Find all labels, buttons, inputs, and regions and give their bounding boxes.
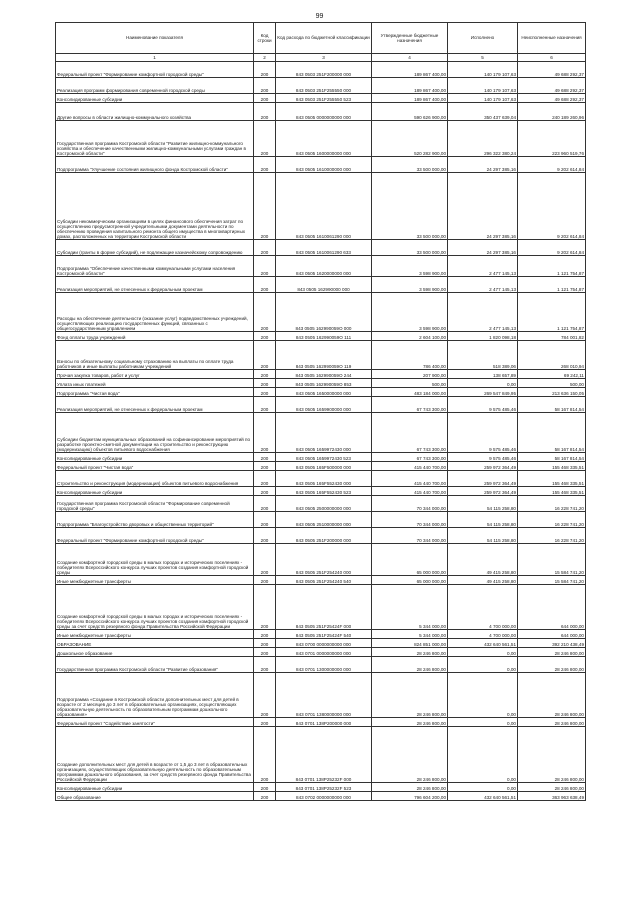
table-row bbox=[56, 379, 586, 388]
row-budget-code: 843 0505 251F254240 000 bbox=[276, 544, 372, 576]
header-executed: Исполнено bbox=[448, 23, 518, 54]
row-line-code: 200 bbox=[254, 657, 276, 673]
row-approved-amount: 28 246 800,00 bbox=[372, 783, 448, 792]
table-row bbox=[56, 727, 586, 783]
row-indicator-name: Субсидии (гранты в форме субсидий), не подлежащие казначейскому сопровождению bbox=[56, 240, 254, 256]
table-row bbox=[56, 173, 586, 240]
table-row bbox=[56, 397, 586, 413]
row-line-code: 200 bbox=[254, 78, 276, 94]
row-indicator-name: Федеральный проект "Формирование комфортной городской среды" bbox=[56, 528, 254, 544]
table-row bbox=[56, 370, 586, 379]
row-remaining-amount: 58 167 814,54 bbox=[518, 397, 586, 413]
row-line-code: 200 bbox=[254, 783, 276, 792]
row-approved-amount: 3 598 900,00 bbox=[372, 256, 448, 277]
row-remaining-amount: 500,00 bbox=[518, 379, 586, 388]
row-budget-code: 843 0505 2510000000 000 bbox=[276, 512, 372, 528]
table-row bbox=[56, 792, 586, 801]
row-budget-code: 843 0505 162990059О 111 bbox=[276, 332, 372, 341]
row-line-code: 200 bbox=[254, 630, 276, 639]
row-remaining-amount: 15 584 741,20 bbox=[518, 544, 586, 576]
column-index-cell: 2 bbox=[254, 54, 276, 62]
row-indicator-name: Подпрограмма "Чистая вода" bbox=[56, 388, 254, 397]
row-remaining-amount: 1 121 754,87 bbox=[518, 277, 586, 293]
row-indicator-name: Создание дополнительных мест для детей в возрасте от 1,5 до 3 лет в образовательных организациях, осуществляющих образовательную деятельность по образовательным программам дошкольного образования, за счет средств резервного фонда Правительства Российской Федерации bbox=[56, 727, 254, 783]
row-indicator-name: Реализация программ формирования современной городской среды bbox=[56, 78, 254, 94]
table-row bbox=[56, 332, 586, 341]
table-row bbox=[56, 673, 586, 718]
row-approved-amount: 3 598 900,00 bbox=[372, 277, 448, 293]
row-indicator-name: Взносы по обязательному социальному страхованию на выплаты по оплате труда работников и иные выплаты работникам учреждений bbox=[56, 341, 254, 370]
row-indicator-name: Государственная программа Костромской области "Развитие жилищно-коммунального хозяйства и обеспечение качественными жилищно-коммунальными услугами граждан в Костромской области" bbox=[56, 121, 254, 157]
table-row bbox=[56, 639, 586, 648]
row-budget-code: 843 0702 0000000000 000 bbox=[276, 792, 372, 801]
header-approved: Утвержденные бюджетные назначения bbox=[372, 23, 448, 54]
table-row bbox=[56, 576, 586, 585]
table-row bbox=[56, 718, 586, 727]
row-approved-amount: 5 344 000,00 bbox=[372, 585, 448, 630]
row-indicator-name: Федеральный проект "Формирование комфортной городской среды" bbox=[56, 62, 254, 78]
row-line-code: 200 bbox=[254, 727, 276, 783]
row-budget-code: 843 0505 1659900000 000 bbox=[276, 397, 372, 413]
row-remaining-amount: 49 688 292,37 bbox=[518, 78, 586, 94]
row-approved-amount: 65 000 000,00 bbox=[372, 544, 448, 576]
row-budget-code: 843 0505 165F552430 523 bbox=[276, 487, 372, 496]
table-row bbox=[56, 62, 586, 78]
row-line-code: 200 bbox=[254, 397, 276, 413]
row-executed-amount: 2 477 145,13 bbox=[448, 256, 518, 277]
row-executed-amount: 432 640 561,51 bbox=[448, 639, 518, 648]
row-approved-amount: 189 867 400,00 bbox=[372, 62, 448, 78]
row-executed-amount: 140 179 107,63 bbox=[448, 78, 518, 94]
row-budget-code: 843 0503 251F255550 523 bbox=[276, 94, 372, 103]
row-approved-amount: 500,00 bbox=[372, 379, 448, 388]
row-indicator-name: Федеральный проект "Чистая вода" bbox=[56, 462, 254, 471]
row-line-code: 200 bbox=[254, 639, 276, 648]
row-budget-code: 843 0505 251F254240 540 bbox=[276, 576, 372, 585]
row-line-code: 200 bbox=[254, 277, 276, 293]
row-line-code: 200 bbox=[254, 544, 276, 576]
row-line-code: 200 bbox=[254, 585, 276, 630]
row-line-code: 200 bbox=[254, 121, 276, 157]
table-body bbox=[56, 62, 586, 801]
row-line-code: 200 bbox=[254, 240, 276, 256]
row-line-code: 200 bbox=[254, 157, 276, 173]
table-row bbox=[56, 783, 586, 792]
row-remaining-amount: 28 246 800,00 bbox=[518, 727, 586, 783]
row-budget-code: 843 0505 162990059О 000 bbox=[276, 293, 372, 332]
page-number: 99 bbox=[315, 13, 324, 20]
row-executed-amount: 518 389,06 bbox=[448, 341, 518, 370]
row-line-code: 200 bbox=[254, 103, 276, 121]
row-remaining-amount: 155 468 335,51 bbox=[518, 471, 586, 487]
table-row bbox=[56, 341, 586, 370]
row-approved-amount: 33 500 000,00 bbox=[372, 240, 448, 256]
row-remaining-amount: 28 246 800,00 bbox=[518, 673, 586, 718]
row-line-code: 200 bbox=[254, 487, 276, 496]
table-row bbox=[56, 585, 586, 630]
row-line-code: 200 bbox=[254, 94, 276, 103]
row-indicator-name: Консолидированные субсидии bbox=[56, 94, 254, 103]
row-line-code: 200 bbox=[254, 388, 276, 397]
row-line-code: 200 bbox=[254, 496, 276, 512]
row-approved-amount: 33 500 000,00 bbox=[372, 157, 448, 173]
row-indicator-name: Субсидии некоммерческим организациям в целях финансового обеспечения затрат по осуществлению предусмотренной учредительными документами деятельности по обеспечению проведения капитального ремонта общего имущества в многоквартирных домах, расположенных на территории Костромской области bbox=[56, 173, 254, 240]
row-budget-code: 843 0701 1300000000 000 bbox=[276, 657, 372, 673]
row-line-code: 200 bbox=[254, 293, 276, 332]
row-executed-amount: 4 700 000,00 bbox=[448, 630, 518, 639]
row-line-code: 200 bbox=[254, 379, 276, 388]
row-indicator-name: Подпрограмма "Благоустройство дворовых и общественных территорий" bbox=[56, 512, 254, 528]
row-remaining-amount: 15 584 741,20 bbox=[518, 576, 586, 585]
row-remaining-amount: 28 246 800,00 bbox=[518, 718, 586, 727]
table-row bbox=[56, 388, 586, 397]
row-budget-code: 843 0505 251F25424F 000 bbox=[276, 585, 372, 630]
row-approved-amount: 67 743 300,00 bbox=[372, 453, 448, 462]
row-approved-amount: 28 246 800,00 bbox=[372, 673, 448, 718]
row-budget-code: 843 0505 1659972430 000 bbox=[276, 413, 372, 453]
row-budget-code: 843 0505 1659972430 523 bbox=[276, 453, 372, 462]
row-budget-code: 843 0505 1610061290 000 bbox=[276, 173, 372, 240]
row-line-code: 200 bbox=[254, 648, 276, 657]
table-row bbox=[56, 256, 586, 277]
table-row bbox=[56, 78, 586, 94]
row-executed-amount: 24 297 385,16 bbox=[448, 240, 518, 256]
table-row bbox=[56, 648, 586, 657]
row-remaining-amount: 268 010,94 bbox=[518, 341, 586, 370]
row-approved-amount: 5 344 000,00 bbox=[372, 630, 448, 639]
row-remaining-amount: 58 167 814,54 bbox=[518, 453, 586, 462]
row-budget-code: 843 0505 251F25424F 540 bbox=[276, 630, 372, 639]
row-approved-amount: 28 246 800,00 bbox=[372, 718, 448, 727]
row-budget-code: 843 0505 165F552430 000 bbox=[276, 471, 372, 487]
row-budget-code: 843 0503 251F200000 000 bbox=[276, 62, 372, 78]
row-indicator-name: Государственная программа Костромской области "Развитие образования" bbox=[56, 657, 254, 673]
column-index-row bbox=[56, 54, 586, 62]
row-indicator-name: Фонд оплаты труда учреждений bbox=[56, 332, 254, 341]
table-row bbox=[56, 94, 586, 103]
row-line-code: 200 bbox=[254, 173, 276, 240]
row-approved-amount: 28 246 800,00 bbox=[372, 727, 448, 783]
row-executed-amount: 0,00 bbox=[448, 727, 518, 783]
row-remaining-amount: 49 688 292,37 bbox=[518, 94, 586, 103]
table-row bbox=[56, 293, 586, 332]
row-approved-amount: 28 246 800,00 bbox=[372, 648, 448, 657]
row-remaining-amount: 644 000,00 bbox=[518, 630, 586, 639]
row-approved-amount: 824 851 000,00 bbox=[372, 639, 448, 648]
row-remaining-amount: 363 963 638,49 bbox=[518, 792, 586, 801]
row-remaining-amount: 16 228 741,20 bbox=[518, 496, 586, 512]
column-index-cell: 6 bbox=[518, 54, 586, 62]
row-line-code: 200 bbox=[254, 471, 276, 487]
table-row bbox=[56, 630, 586, 639]
row-approved-amount: 520 282 900,00 bbox=[372, 121, 448, 157]
row-approved-amount: 33 500 000,00 bbox=[372, 173, 448, 240]
row-remaining-amount: 392 210 438,49 bbox=[518, 639, 586, 648]
row-approved-amount: 786 400,00 bbox=[372, 341, 448, 370]
row-indicator-name: Подпрограмма «Создание в Костромской области дополнительных мест для детей в возрасте от 2 месяцев до 3 лет в образовательных организациях, осуществляющих образовательную деятельность по образовательным программам дошкольного образования» bbox=[56, 673, 254, 718]
row-line-code: 200 bbox=[254, 332, 276, 341]
row-indicator-name: Уплата иных платежей bbox=[56, 379, 254, 388]
row-budget-code: 843 0505 162990059О 853 bbox=[276, 379, 372, 388]
header-line-code: Код строки bbox=[254, 23, 276, 54]
row-remaining-amount: 9 202 614,84 bbox=[518, 240, 586, 256]
row-remaining-amount: 28 246 800,00 bbox=[518, 657, 586, 673]
table-row bbox=[56, 462, 586, 471]
row-approved-amount: 65 000 000,00 bbox=[372, 576, 448, 585]
row-indicator-name: Иные межбюджетные трансферты bbox=[56, 576, 254, 585]
row-executed-amount: 259 972 364,49 bbox=[448, 487, 518, 496]
row-budget-code: 843 0505 1650000000 000 bbox=[276, 388, 372, 397]
column-index-cell: 4 bbox=[372, 54, 448, 62]
row-approved-amount: 28 246 800,00 bbox=[372, 657, 448, 673]
row-remaining-amount: 16 228 741,20 bbox=[518, 512, 586, 528]
row-executed-amount: 2 477 145,13 bbox=[448, 277, 518, 293]
row-executed-amount: 24 297 385,16 bbox=[448, 157, 518, 173]
row-executed-amount: 259 972 364,49 bbox=[448, 471, 518, 487]
row-indicator-name: Реализация мероприятий, не отнесенных к федеральным проектам bbox=[56, 397, 254, 413]
row-executed-amount: 269 547 849,95 bbox=[448, 388, 518, 397]
row-indicator-name: Консолидированные субсидии bbox=[56, 453, 254, 462]
row-executed-amount: 9 575 485,46 bbox=[448, 397, 518, 413]
row-budget-code: 843 0701 138P200000 000 bbox=[276, 718, 372, 727]
row-budget-code: 843 0505 162990059О 244 bbox=[276, 370, 372, 379]
row-line-code: 200 bbox=[254, 528, 276, 544]
row-executed-amount: 0,00 bbox=[448, 673, 518, 718]
row-line-code: 200 bbox=[254, 256, 276, 277]
row-budget-code: 843 0505 162990000 000 bbox=[276, 277, 372, 293]
table-row bbox=[56, 413, 586, 453]
row-line-code: 200 bbox=[254, 413, 276, 453]
row-indicator-name: Создание комфортной городской среды в малых городах и исторических поселениях - победителях Всероссийского конкурса лучших проектов создания комфортной городской среды bbox=[56, 544, 254, 576]
row-approved-amount: 67 743 300,00 bbox=[372, 397, 448, 413]
row-line-code: 200 bbox=[254, 792, 276, 801]
row-indicator-name: Дошкольное образование bbox=[56, 648, 254, 657]
table-row bbox=[56, 512, 586, 528]
row-remaining-amount: 1 121 754,87 bbox=[518, 256, 586, 277]
table-row bbox=[56, 471, 586, 487]
row-executed-amount: 49 415 258,80 bbox=[448, 544, 518, 576]
row-indicator-name: Подпрограмма "Обеспечение качественными коммунальными услугами населения Костромской области" bbox=[56, 256, 254, 277]
budget-execution-table bbox=[55, 22, 586, 801]
row-budget-code: 843 0701 138P25232F 000 bbox=[276, 727, 372, 783]
row-budget-code: 843 0701 0000000000 000 bbox=[276, 648, 372, 657]
row-budget-code: 843 0505 1610000000 000 bbox=[276, 157, 372, 173]
row-budget-code: 843 0505 1620000000 000 bbox=[276, 256, 372, 277]
header-budget-code: Код расхода по бюджетной классификации bbox=[276, 23, 372, 54]
row-line-code: 200 bbox=[254, 453, 276, 462]
row-approved-amount: 3 598 900,00 bbox=[372, 293, 448, 332]
row-approved-amount: 2 604 100,00 bbox=[372, 332, 448, 341]
row-approved-amount: 796 604 200,00 bbox=[372, 792, 448, 801]
table-row bbox=[56, 103, 586, 121]
row-remaining-amount: 644 000,00 bbox=[518, 585, 586, 630]
row-remaining-amount: 9 202 614,84 bbox=[518, 173, 586, 240]
row-line-code: 200 bbox=[254, 462, 276, 471]
row-executed-amount: 0,00 bbox=[448, 718, 518, 727]
row-budget-code: 843 0503 251F255550 000 bbox=[276, 78, 372, 94]
row-approved-amount: 483 184 000,00 bbox=[372, 388, 448, 397]
row-approved-amount: 590 626 900,00 bbox=[372, 103, 448, 121]
row-indicator-name: Субсидии бюджетам муниципальных образований на софинансирование мероприятий по разработке проектно-сметной документации на строительство и реконструкцию (модернизацию) объектов питьевого водоснабжения bbox=[56, 413, 254, 453]
row-remaining-amount: 16 228 741,20 bbox=[518, 528, 586, 544]
table-row bbox=[56, 157, 586, 173]
row-line-code: 200 bbox=[254, 62, 276, 78]
table-row bbox=[56, 544, 586, 576]
row-line-code: 200 bbox=[254, 718, 276, 727]
row-approved-amount: 70 344 000,00 bbox=[372, 496, 448, 512]
row-executed-amount: 259 972 364,49 bbox=[448, 462, 518, 471]
row-remaining-amount: 58 167 814,54 bbox=[518, 413, 586, 453]
row-indicator-name: Консолидированные субсидии bbox=[56, 487, 254, 496]
row-executed-amount: 0,00 bbox=[448, 657, 518, 673]
header-indicator-name: Наименование показателя bbox=[56, 23, 254, 54]
row-remaining-amount: 69 242,11 bbox=[518, 370, 586, 379]
row-executed-amount: 0,00 bbox=[448, 379, 518, 388]
row-remaining-amount: 49 688 292,37 bbox=[518, 62, 586, 78]
row-indicator-name: Строительство и реконструкция (модернизация) объектов питьевого водоснабжения bbox=[56, 471, 254, 487]
row-approved-amount: 189 867 400,00 bbox=[372, 94, 448, 103]
row-indicator-name: Другие вопросы в области жилищно-коммунального хозяйства bbox=[56, 103, 254, 121]
row-budget-code: 843 0505 165F500000 000 bbox=[276, 462, 372, 471]
row-budget-code: 843 0505 2500000000 000 bbox=[276, 496, 372, 512]
row-executed-amount: 54 115 258,80 bbox=[448, 528, 518, 544]
row-remaining-amount: 155 468 335,51 bbox=[518, 462, 586, 471]
row-approved-amount: 415 440 700,00 bbox=[372, 487, 448, 496]
table-row bbox=[56, 453, 586, 462]
row-approved-amount: 415 440 700,00 bbox=[372, 462, 448, 471]
table-row bbox=[56, 240, 586, 256]
table-row bbox=[56, 528, 586, 544]
row-budget-code: 843 0505 1610061290 633 bbox=[276, 240, 372, 256]
header-remaining: Неисполненные назначения bbox=[518, 23, 586, 54]
row-indicator-name: Иные межбюджетные трансферты bbox=[56, 630, 254, 639]
row-approved-amount: 70 344 000,00 bbox=[372, 528, 448, 544]
row-executed-amount: 296 322 380,24 bbox=[448, 121, 518, 157]
row-indicator-name: Расходы на обеспечение деятельности (оказание услуг) подведомственных учреждений, осуществляющих реализацию государственных функций, связанных с общегосударственным управлением bbox=[56, 293, 254, 332]
row-executed-amount: 138 657,89 bbox=[448, 370, 518, 379]
column-index-cell: 1 bbox=[56, 54, 254, 62]
table-row bbox=[56, 277, 586, 293]
row-line-code: 200 bbox=[254, 341, 276, 370]
row-executed-amount: 140 179 107,63 bbox=[448, 94, 518, 103]
row-approved-amount: 70 344 000,00 bbox=[372, 512, 448, 528]
row-budget-code: 843 0701 1380000000 000 bbox=[276, 673, 372, 718]
table-row bbox=[56, 657, 586, 673]
row-line-code: 200 bbox=[254, 576, 276, 585]
row-budget-code: 843 0505 251F200000 000 bbox=[276, 528, 372, 544]
row-executed-amount: 49 415 258,80 bbox=[448, 576, 518, 585]
row-approved-amount: 67 743 300,00 bbox=[372, 413, 448, 453]
row-executed-amount: 0,00 bbox=[448, 783, 518, 792]
row-remaining-amount: 223 960 519,76 bbox=[518, 121, 586, 157]
table-header-row bbox=[56, 23, 586, 54]
row-indicator-name: Прочая закупка товаров, работ и услуг bbox=[56, 370, 254, 379]
row-executed-amount: 432 640 561,51 bbox=[448, 792, 518, 801]
row-executed-amount: 350 437 639,04 bbox=[448, 103, 518, 121]
row-remaining-amount: 9 202 614,84 bbox=[518, 157, 586, 173]
row-executed-amount: 9 575 485,46 bbox=[448, 453, 518, 462]
row-budget-code: 843 0701 138P25232F 523 bbox=[276, 783, 372, 792]
row-approved-amount: 189 867 400,00 bbox=[372, 78, 448, 94]
row-executed-amount: 4 700 000,00 bbox=[448, 585, 518, 630]
row-executed-amount: 0,00 bbox=[448, 648, 518, 657]
row-indicator-name: Консолидированные субсидии bbox=[56, 783, 254, 792]
row-approved-amount: 207 900,00 bbox=[372, 370, 448, 379]
row-remaining-amount: 28 246 800,00 bbox=[518, 648, 586, 657]
row-remaining-amount: 213 636 150,05 bbox=[518, 388, 586, 397]
row-budget-code: 843 0505 1600000000 000 bbox=[276, 121, 372, 157]
table-row bbox=[56, 487, 586, 496]
column-index-cell: 5 bbox=[448, 54, 518, 62]
row-indicator-name: Общее образование bbox=[56, 792, 254, 801]
row-executed-amount: 140 179 107,63 bbox=[448, 62, 518, 78]
row-budget-code: 843 0505 0000000000 000 bbox=[276, 103, 372, 121]
row-remaining-amount: 784 001,82 bbox=[518, 332, 586, 341]
row-budget-code: 843 0505 162990059О 119 bbox=[276, 341, 372, 370]
table-row bbox=[56, 121, 586, 157]
row-indicator-name: Подпрограмма "Улучшение состояния жилищного фонда Костромской области" bbox=[56, 157, 254, 173]
row-remaining-amount: 155 468 335,51 bbox=[518, 487, 586, 496]
column-index-cell: 3 bbox=[276, 54, 372, 62]
row-indicator-name: Государственная программа Костромской области "Формирование современной городской среды" bbox=[56, 496, 254, 512]
row-indicator-name: Реализация мероприятий, не отнесенных к федеральным проектам bbox=[56, 277, 254, 293]
row-approved-amount: 415 440 700,00 bbox=[372, 471, 448, 487]
row-indicator-name: Федеральный проект "Содействие занятости" bbox=[56, 718, 254, 727]
row-indicator-name: ОБРАЗОВАНИЕ bbox=[56, 639, 254, 648]
row-executed-amount: 1 820 098,18 bbox=[448, 332, 518, 341]
row-executed-amount: 9 575 485,46 bbox=[448, 413, 518, 453]
row-executed-amount: 54 115 258,80 bbox=[448, 512, 518, 528]
row-remaining-amount: 1 121 754,87 bbox=[518, 293, 586, 332]
row-line-code: 200 bbox=[254, 370, 276, 379]
row-executed-amount: 2 477 145,13 bbox=[448, 293, 518, 332]
row-line-code: 200 bbox=[254, 512, 276, 528]
row-remaining-amount: 28 246 800,00 bbox=[518, 783, 586, 792]
row-line-code: 200 bbox=[254, 673, 276, 718]
row-executed-amount: 54 115 258,80 bbox=[448, 496, 518, 512]
table-row bbox=[56, 496, 586, 512]
row-budget-code: 843 0700 0000000000 000 bbox=[276, 639, 372, 648]
row-remaining-amount: 240 189 260,96 bbox=[518, 103, 586, 121]
row-executed-amount: 24 297 385,16 bbox=[448, 173, 518, 240]
row-indicator-name: Создание комфортной городской среды в малых городах и исторических поселениях - победителях Всероссийского конкурса лучших проектов создания комфортной городской среды за счет средств резервного фонда Правительства Российской Федерации bbox=[56, 585, 254, 630]
